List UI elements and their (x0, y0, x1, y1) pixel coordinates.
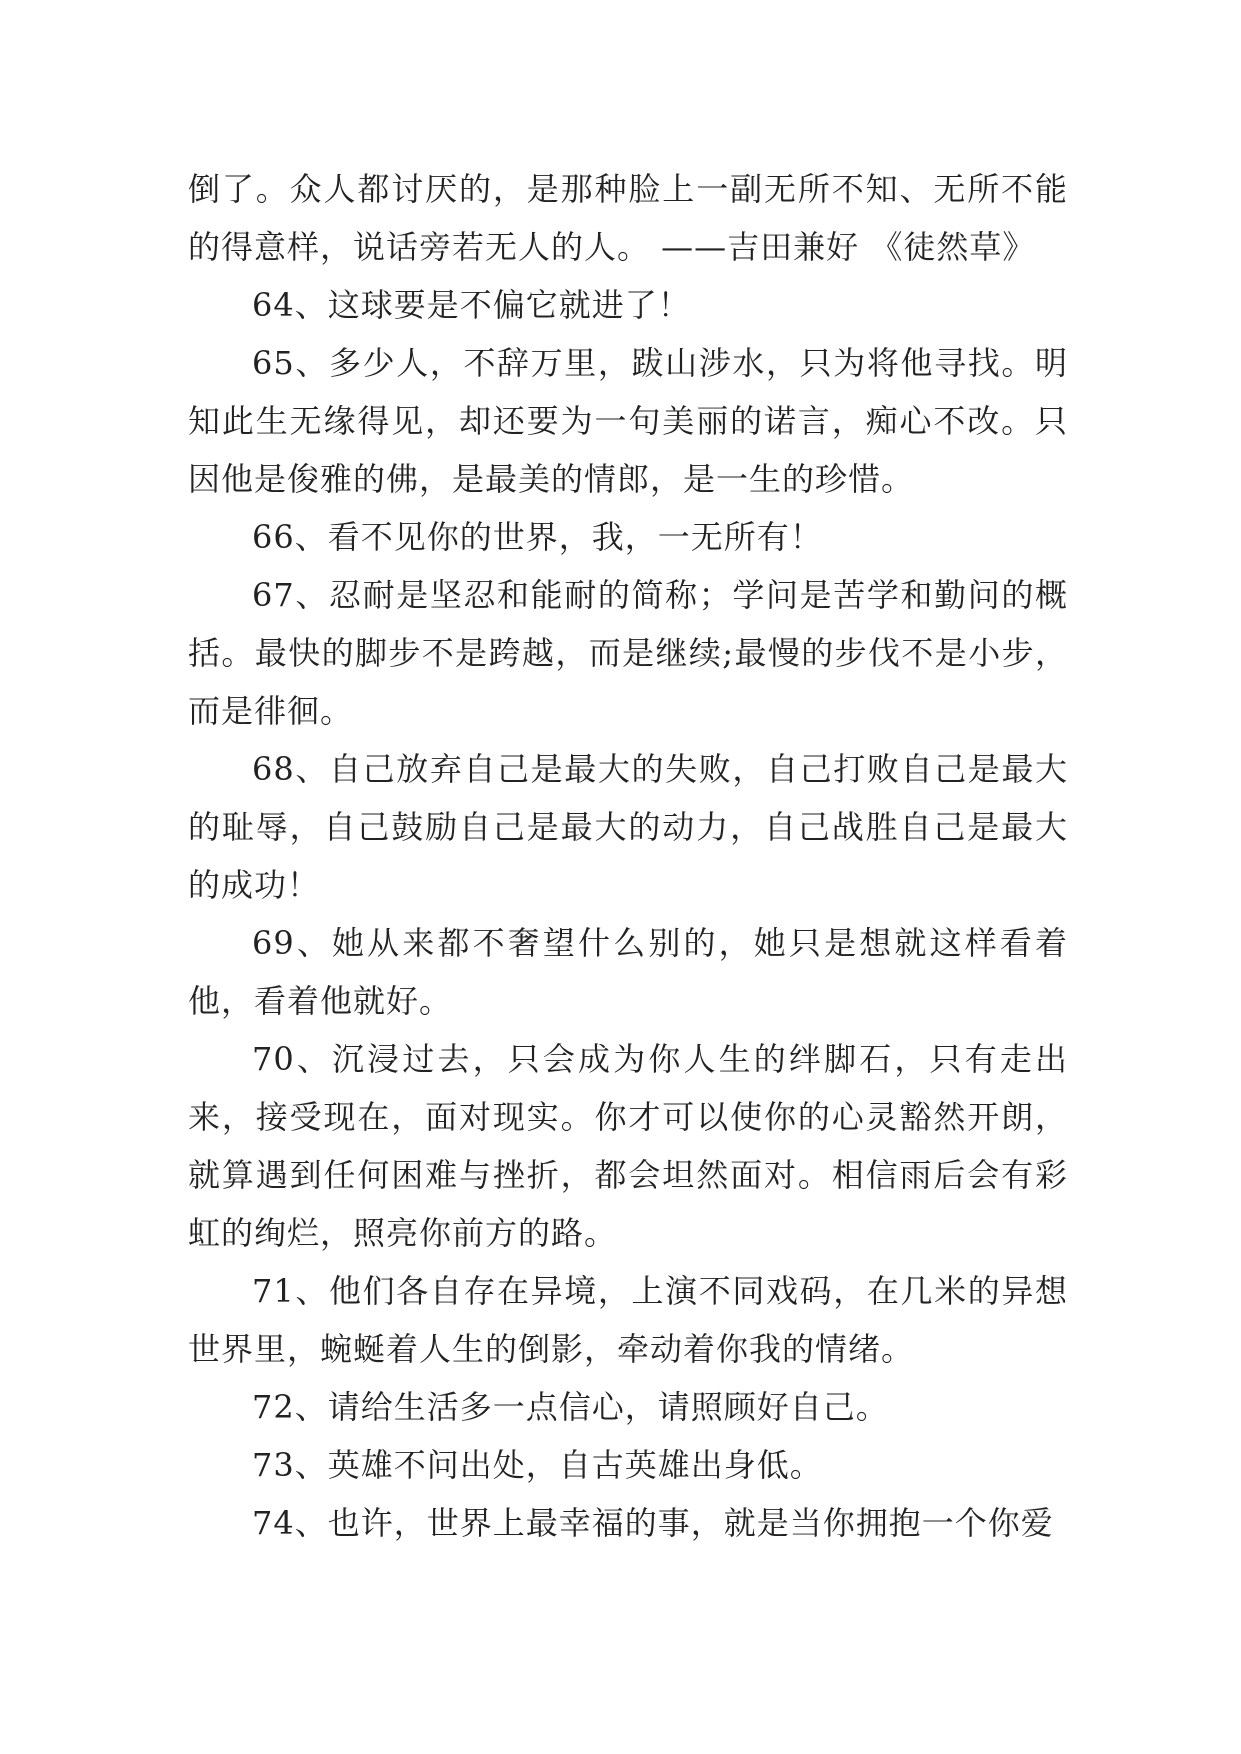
paragraph-73: 73、英雄不问出处，自古英雄出身低。 (252, 1446, 823, 1484)
document-body (188, 160, 1068, 1552)
paragraph-64: 64、这球要是不偏它就进了！ (252, 286, 691, 324)
paragraph-69: 69、她从来都不奢望什么别的，她只是想就这样看着他，看着他就好。 (188, 924, 1068, 1020)
paragraph-71: 71、他们各自存在异境，上演不同戏码，在几米的异想世界里，蜿蜒着人生的倒影，牵动着你我的情绪。 (188, 1272, 1068, 1368)
paragraph-70: 70、沉浸过去，只会成为你人生的绊脚石，只有走出来，接受现在，面对现实。你才可以使你的心灵豁然开朗，就算遇到任何困难与挫折，都会坦然面对。相信雨后会有彩虹的绚烂，照亮你前方的路。 (188, 1040, 1068, 1252)
paragraph-continued: 倒了。众人都讨厌的，是那种脸上一副无所不知、无所不能的得意样，说话旁若无人的人。 ——吉田兼好 《徒然草》 (188, 170, 1068, 266)
paragraph-67: 67、忍耐是坚忍和能耐的简称；学问是苦学和勤问的概括。最快的脚步不是跨越，而是继续;最慢的步伐不是小步，而是徘徊。 (188, 576, 1068, 730)
paragraph-74: 74、也许，世界上最幸福的事，就是当你拥抱一个你爱 (252, 1504, 1054, 1542)
paragraph-72: 72、请给生活多一点信心，请照顾好自己。 (252, 1388, 889, 1426)
paragraph-66: 66、看不见你的世界，我，一无所有！ (252, 518, 823, 556)
paragraph-65: 65、多少人，不辞万里，跋山涉水，只为将他寻找。明知此生无缘得见，却还要为一句美丽的诺言，痴心不改。只因他是俊雅的佛，是最美的情郎，是一生的珍惜。 (188, 344, 1068, 498)
paragraph-68: 68、自己放弃自己是最大的失败，自己打败自己是最大的耻辱，自己鼓励自己是最大的动力，自己战胜自己是最大的成功！ (188, 750, 1068, 904)
